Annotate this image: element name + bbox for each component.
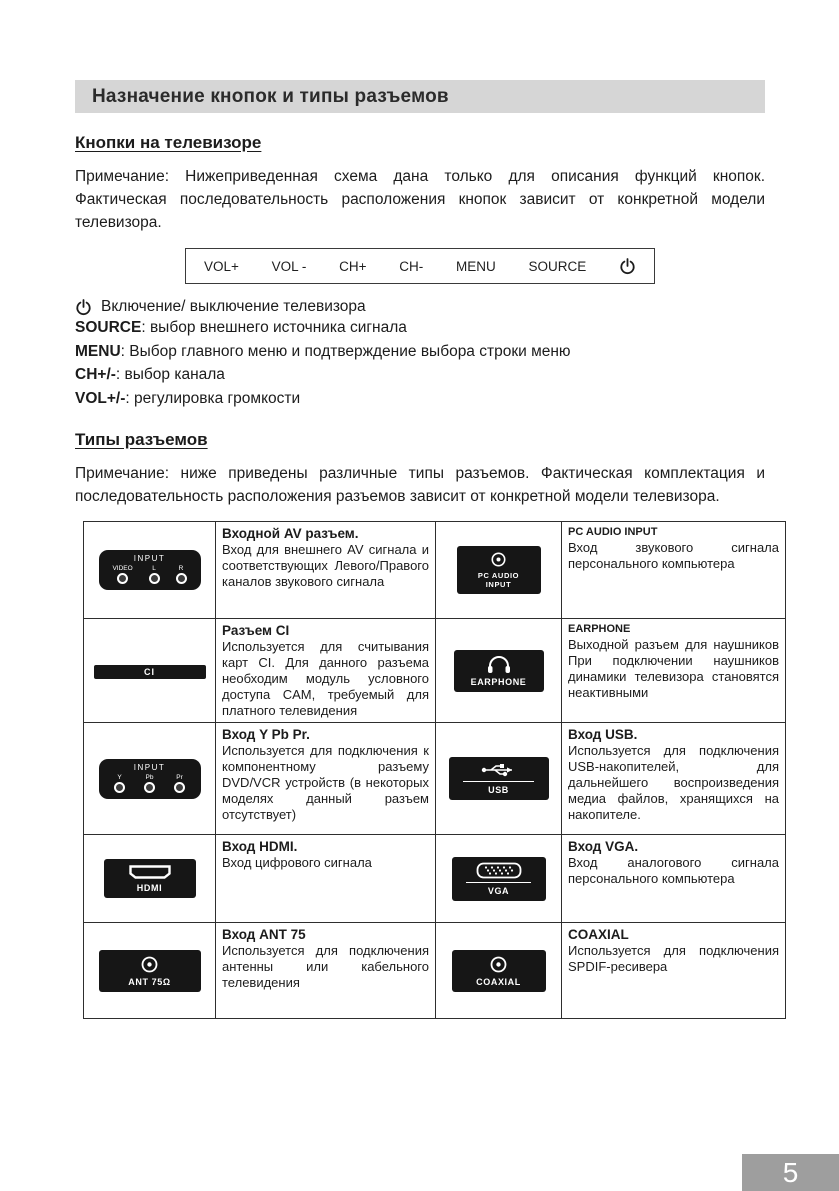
page-title-bar [75, 80, 765, 113]
table-row [84, 619, 786, 723]
connector-description: Вход цифрового сигнала [222, 855, 372, 870]
section-heading-connectors: Типы разъемов [75, 430, 208, 449]
connector-description: Используется для подключения USB-накопителей, для дальнейшего воспроизведения медиа файлов, хранящихся на накопителе. [568, 743, 779, 822]
ypbpr-input-icon: INPUT Y Pb Pr [99, 759, 201, 799]
power-icon [619, 258, 636, 275]
vga-icon: VGA [452, 857, 546, 901]
ch-plus-button-label: CH+ [339, 258, 367, 274]
hdmi-icon: HDMI [104, 859, 196, 898]
connector-title: Входной AV разъем. [222, 526, 359, 541]
connector-description: Вход для внешнего AV сигнала и соответствующих Левого/Правого каналов звукового сигнала [222, 542, 429, 589]
connector-description: Вход аналогового сигнала персонального компьютера [568, 855, 779, 886]
connector-description: Используется для подключения SPDIF-ресивера [568, 943, 779, 974]
connector-title: Вход VGA. [568, 839, 639, 854]
vol-plus-button-label: VOL+ [204, 258, 239, 274]
channel-description: CH+/-: выбор канала [75, 366, 225, 383]
connector-title: PC AUDIO INPUT [568, 526, 658, 538]
pb-jack-icon [144, 782, 155, 793]
table-row [84, 923, 786, 1019]
connector-description: Выходной разъем для наушников При подключении наушников динамики телевизора становятся неактивными [568, 637, 779, 700]
connector-title: Вход ANT 75 [222, 927, 306, 942]
vol-minus-button-label: VOL - [271, 258, 307, 274]
table-row [84, 522, 786, 619]
connector-title: Вход Y Pb Pr. [222, 727, 310, 742]
coaxial-icon: COAXIAL [452, 950, 546, 992]
volume-description: VOL+/-: регулировка громкости [75, 389, 301, 407]
connector-description: Используется для подключения к компонентному разъему DVD/VCR устройств (в некоторых моделях данный разъем отсутствует) [222, 743, 429, 822]
table-row [84, 723, 786, 835]
y-jack-icon [114, 782, 125, 793]
connector-title: Вход HDMI. [222, 839, 298, 854]
buttons-note: Примечание: Нижеприведенная схема дана только для описания функций кнопок. Фактическая последовательность расположения кнопок зависит от конкретной модели телевизора. [75, 168, 765, 231]
antenna-75-icon: ANT 75Ω [99, 950, 201, 992]
audio-left-jack-icon [149, 573, 160, 584]
page-number: 5 [742, 1154, 839, 1191]
connector-title: Разъем CI [222, 623, 290, 638]
connector-description: Используется для подключения антенны или кабельного телевидения [222, 943, 429, 990]
tv-button-panel [185, 248, 655, 284]
power-description-line [75, 298, 765, 316]
source-button-label: SOURCE [528, 258, 587, 274]
usb-icon: USB [449, 757, 549, 800]
page-title: Назначение кнопок и типы разъемов [92, 85, 449, 107]
connector-title: COAXIAL [568, 927, 629, 942]
menu-description: MENU: Выбор главного меню и подтверждение выбора строки меню [75, 342, 571, 360]
section-heading-tv-buttons: Кнопки на телевизоре [75, 133, 262, 152]
power-description-text: Включение/ выключение телевизора [101, 298, 366, 315]
pr-jack-icon [174, 782, 185, 793]
source-description: SOURCE: выбор внешнего источника сигнала [75, 319, 407, 336]
av-input-icon: INPUT VIDEO L R [99, 550, 201, 590]
ci-slot-icon: CI [94, 665, 206, 679]
audio-right-jack-icon [176, 573, 187, 584]
table-row [84, 835, 786, 923]
connectors-table [83, 521, 786, 1019]
page-content [75, 80, 779, 1019]
power-icon [75, 299, 92, 316]
ch-minus-button-label: CH- [399, 258, 424, 274]
connector-description: Используется для считывания карт CI. Для данного разъема необходим модуль условного доступа CAM, требуемый для платного телевидения [222, 639, 429, 718]
connector-title: EARPHONE [568, 623, 631, 635]
connector-description: Вход звукового сигнала персонального компьютера [568, 540, 779, 571]
menu-button-label: MENU [456, 258, 496, 274]
pc-audio-input-icon: PC AUDIO INPUT [457, 546, 541, 594]
video-jack-icon [117, 573, 128, 584]
earphone-icon: EARPHONE [454, 650, 544, 692]
connectors-note: Примечание: ниже приведены различные типы разъемов. Фактическая комплектация и последовательность расположения разъемов зависит от конкретной модели телевизора. [75, 465, 765, 505]
connector-title: Вход USB. [568, 727, 638, 742]
